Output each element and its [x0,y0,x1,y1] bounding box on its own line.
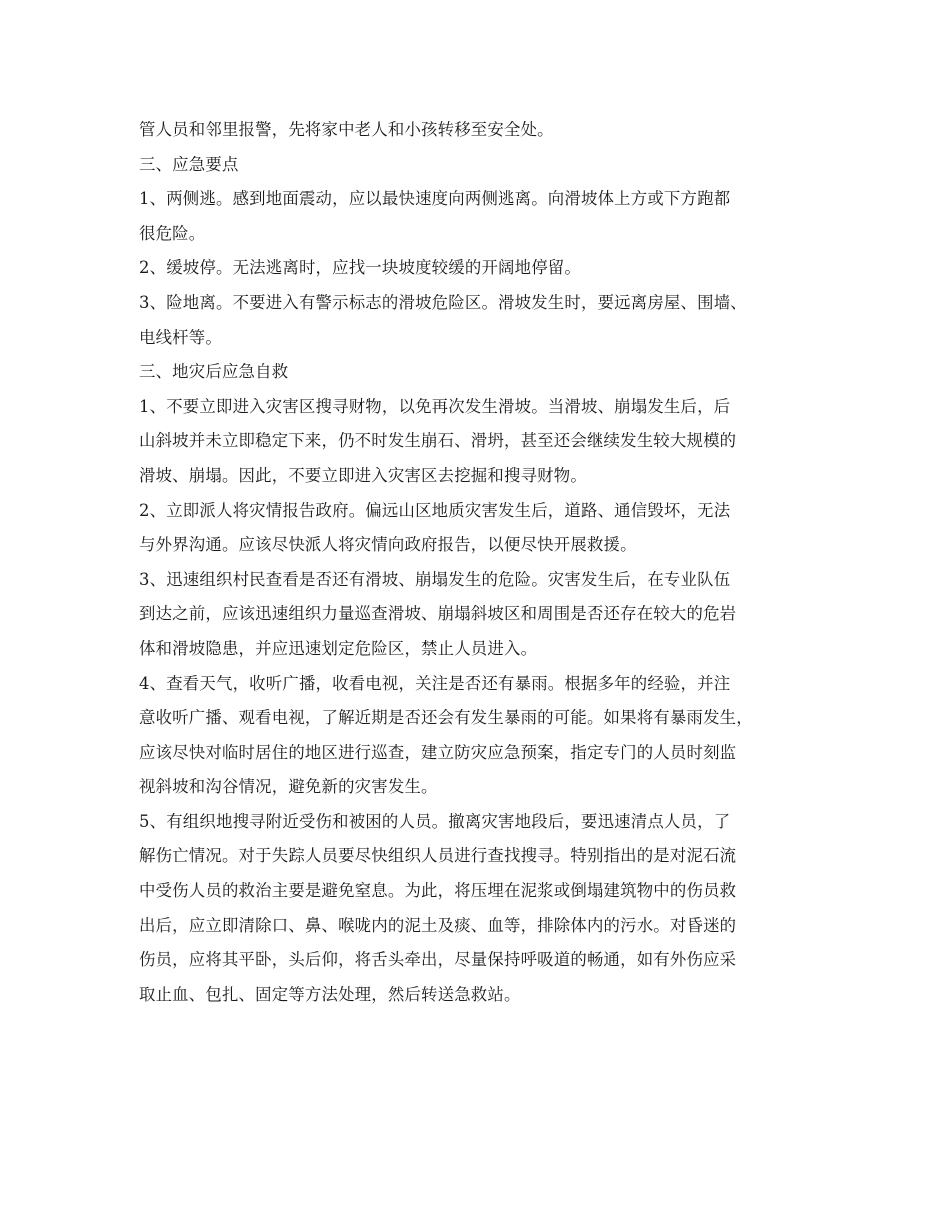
text-line: 伤员，应将其平卧，头后仰，将舌头牵出，尽量保持呼吸道的畅通，如有外伤应采 [139,950,737,970]
text-line: 电线杆等。 [139,327,222,347]
text-line: 管人员和邻里报警，先将家中老人和小孩转移至安全处。 [139,120,554,139]
text-line: 3、险地离。不要进入有警示标志的滑坡危险区。滑坡发生时，要远离房屋、围墙、 [139,292,747,312]
text-line: 5、有组织地搜寻附近受伤和被困的人员。撤离灾害地段后，要迅速清点人员，了 [139,811,731,831]
text-line: 1、两侧逃。感到地面震动，应以最快速度向两侧逃离。向滑坡体上方或下方跑都 [139,189,731,209]
text-line: 很危险。 [139,223,206,243]
text-line: 4、查看天气，收听广播，收看电视，关注是否还有暴雨。根据多年的经验，并注 [139,673,731,693]
text-line: 1、不要立即进入灾害区搜寻财物，以免再次发生滑坡。当滑坡、崩塌发生后，后 [139,396,731,416]
text-line: 2、缓坡停。无法逃离时，应找一块坡度较缓的开阔地停留。 [139,258,581,278]
text-line: 出后，应立即清除口、鼻、喉咙内的泥土及痰、血等，排除体内的污水。对昏迷的 [139,915,737,935]
text-line: 3、迅速组织村民查看是否还有滑坡、崩塌发生的危险。灾害发生后，在专业队伍 [139,569,731,589]
text-line: 滑坡、崩塌。因此，不要立即进入灾害区去挖掘和搜寻财物。 [139,465,587,485]
text-line: 应该尽快对临时居住的地区进行巡查，建立防灾应急预案，指定专门的人员时刻监 [139,742,737,762]
text-line: 与外界沟通。应该尽快派人将灾情向政府报告，以便尽快开展救援。 [139,535,637,555]
section-heading: 三、应急要点 [139,154,239,174]
section-heading: 三、地灾后应急自救 [139,362,289,382]
text-line: 意收听广播、观看电视，了解近期是否还会有发生暴雨的可能。如果将有暴雨发生， [139,708,753,728]
text-line: 体和滑坡隐患，并应迅速划定危险区，禁止人员进入。 [139,638,538,658]
text-line: 2、立即派人将灾情报告政府。偏远山区地质灾害发生后，道路、通信毁坏，无法 [139,500,731,520]
text-line: 解伤亡情况。对于失踪人员要尽快组织人员进行查找搜寻。特别指出的是对泥石流 [139,846,737,866]
document-body [139,113,829,1012]
text-line: 中受伤人员的救治主要是避免窒息。为此，将压埋在泥浆或倒塌建筑物中的伤员救 [139,881,737,901]
text-line: 山斜坡并未立即稳定下来，仍不时发生崩石、滑坍，甚至还会继续发生较大规模的 [139,431,737,451]
text-line: 取止血、包扎、固定等方法处理，然后转送急救站。 [139,984,521,1004]
text-line: 视斜坡和沟谷情况，避免新的灾害发生。 [139,777,438,797]
text-line: 到达之前，应该迅速组织力量巡查滑坡、崩塌斜坡区和周围是否还存在较大的危岩 [139,604,737,624]
